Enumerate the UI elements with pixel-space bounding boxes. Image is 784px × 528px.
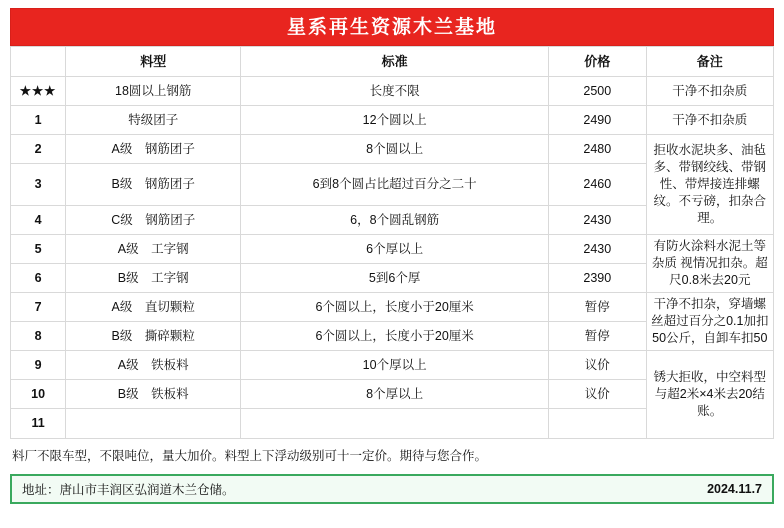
row-material-type: A级 工字钢 [66, 235, 241, 264]
row-price: 2390 [549, 264, 647, 293]
table-row [11, 135, 774, 164]
row-standard: 6个圆以上，长度小于20厘米 [241, 322, 549, 351]
row-index: 5 [11, 235, 66, 264]
table-row [11, 106, 774, 135]
row-index: 4 [11, 206, 66, 235]
row-standard: 6，8个圆乱钢筋 [241, 206, 549, 235]
row-remark: 干净不扣杂质 [646, 77, 773, 106]
table-row [11, 351, 774, 380]
row-remark: 干净不扣杂，穿墙螺丝超过百分之0.1加扣50公斤，自卸车扣50 [646, 293, 773, 351]
row-index: 1 [11, 106, 66, 135]
table-row [11, 235, 774, 264]
row-price: 暂停 [549, 322, 647, 351]
row-price [549, 409, 647, 439]
row-material-type [66, 409, 241, 439]
row-price: 2460 [549, 164, 647, 206]
col-index [11, 47, 66, 77]
row-material-type: A级 钢筋团子 [66, 135, 241, 164]
row-standard: 8个圆以上 [241, 135, 549, 164]
address-bar [10, 474, 774, 504]
row-standard: 6个厚以上 [241, 235, 549, 264]
row-material-type: A级 直切颗粒 [66, 293, 241, 322]
row-standard: 6个圆以上，长度小于20厘米 [241, 293, 549, 322]
row-remark: 有防火涂料水泥土等杂质 视情况扣杂。超尺0.8米去20元 [646, 235, 773, 293]
col-standard: 标准 [241, 47, 549, 77]
row-index: 2 [11, 135, 66, 164]
row-index: 8 [11, 322, 66, 351]
col-material-type: 料型 [66, 47, 241, 77]
row-index: 11 [11, 409, 66, 439]
date-value: 2024.11.7 [707, 481, 762, 496]
row-standard [241, 409, 549, 439]
row-price: 暂停 [549, 293, 647, 322]
row-material-type: B级 钢筋团子 [66, 164, 241, 206]
row-standard: 6到8个圆占比超过百分之二十 [241, 164, 549, 206]
col-remark: 备注 [646, 47, 773, 77]
row-material-type: 特级团子 [66, 106, 241, 135]
row-price: 议价 [549, 351, 647, 380]
row-standard: 5到6个厚 [241, 264, 549, 293]
row-index: 3 [11, 164, 66, 206]
row-standard: 10个厚以上 [241, 351, 549, 380]
row-index: 6 [11, 264, 66, 293]
row-standard: 长度不限 [241, 77, 549, 106]
row-price: 2490 [549, 106, 647, 135]
page-title: 星系再生资源木兰基地 [10, 8, 774, 46]
col-price: 价格 [549, 47, 647, 77]
row-material-type: 18圆以上钢筋 [66, 77, 241, 106]
row-material-type: B级 铁板料 [66, 380, 241, 409]
table-row [11, 77, 774, 106]
row-remark: 干净不扣杂质 [646, 106, 773, 135]
row-price: 议价 [549, 380, 647, 409]
row-index: 7 [11, 293, 66, 322]
address-label: 地址： [22, 482, 60, 497]
address-text [22, 480, 235, 498]
row-remark: 拒收水泥块多、油毡多、带钢绞线、带钢性、带焊接连排螺纹。不亏磅，扣杂合理。 [646, 135, 773, 235]
row-index: 9 [11, 351, 66, 380]
row-material-type: B级 撕碎颗粒 [66, 322, 241, 351]
footer-note: 料厂不限车型，不限吨位，量大加价。料型上下浮动级别可十一定价。期待与您合作。 [12, 449, 488, 463]
row-price: 2500 [549, 77, 647, 106]
row-price: 2480 [549, 135, 647, 164]
table-header-row [11, 47, 774, 77]
table-row [11, 293, 774, 322]
row-standard: 12个圆以上 [241, 106, 549, 135]
row-material-type: B级 工字钢 [66, 264, 241, 293]
row-remark: 锈大拒收，中空料型与超2米×4米去20结账。 [646, 351, 773, 439]
address-value: 唐山市丰润区弘润道木兰仓储。 [59, 482, 235, 497]
row-standard: 8个厚以上 [241, 380, 549, 409]
row-price: 2430 [549, 206, 647, 235]
row-material-type: A级 铁板料 [66, 351, 241, 380]
table-body [11, 77, 774, 439]
row-price: 2430 [549, 235, 647, 264]
row-index: 10 [11, 380, 66, 409]
row-material-type: C级 钢筋团子 [66, 206, 241, 235]
table-header [11, 47, 774, 77]
price-table [10, 46, 774, 439]
row-index: ★★★ [11, 77, 66, 106]
